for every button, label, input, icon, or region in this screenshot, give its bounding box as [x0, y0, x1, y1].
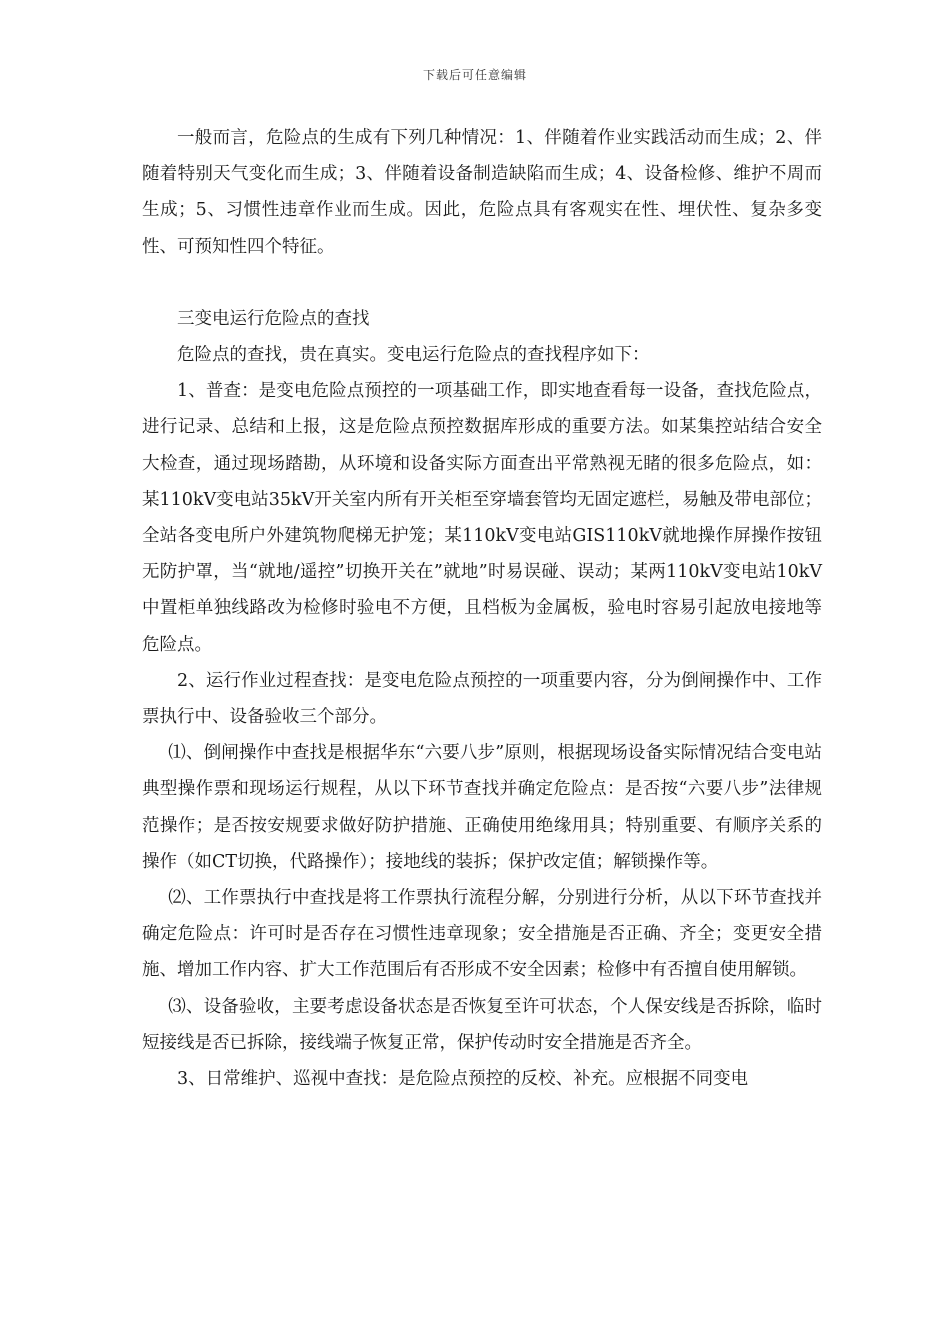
paragraph-hazard-generation: 一般而言，危险点的生成有下列几种情况：1、伴随着作业实践活动而生成；2、伴随着特别天气变化而生成；3、伴随着设备制造缺陷而生成；4、设备检修、维护不周而生成；5、习惯性违章作业而生成。因此，危险点具有客观实在性、埋伏性、复杂多变性、可预知性四个特征。 [142, 128, 822, 257]
paragraph-general-survey: 1、普查：是变电危险点预控的一项基础工作，即实地查看每一设备，查找危险点，进行记录、总结和上报，这是危险点预控数据库形成的重要方法。如某集控站结合安全大检查，通过现场踏勘，从环境和设备实际方面查出平常熟视无睹的很多危险点，如：某110kV变电站35kV开关室内所有开关柜至穿墙套管均无固定遮栏，易触及带电部位；全站各变电所户外建筑物爬梯无护笼；某110kV变电站GIS110kV就地操作屏操作按钮无防护罩，当“就地/遥控”切换开关在”就地”时易误碰、误动；某两110kV变电站10kV中置柜单独线路改为检修时验电不方便，且档板为金属板，验电时容易引起放电接地等危险点。 [142, 381, 822, 655]
header-note: 下载后可任意编辑 [422, 68, 527, 82]
paragraph-work-ticket: ⑵、工作票执行中查找是将工作票执行流程分解，分别进行分析，从以下环节查找并确定危险点：许可时是否存在习惯性违章现象；安全措施是否正确、齐全；变更安全措施、增加工作内容、扩大工作范围后有否形成不安全因素；检修中有否擅自使用解锁。 [142, 888, 822, 981]
paragraph-operation-process: 2、运行作业过程查找：是变电危险点预控的一项重要内容，分为倒闸操作中、工作票执行中、设备验收三个部分。 [142, 670, 822, 728]
paragraph-switching-operation: ⑴、倒闸操作中查找是根据华东“六要八步”原则，根据现场设备实际情况结合变电站典型操作票和现场运行规程，从以下环节查找并确定危险点：是否按“六要八步”法律规范操作；是否按安规要求做好防护措施、正确使用绝缘用具；特别重要、有顺序关系的操作（如CT切换，代路操作）；接地线的装拆；保护改定值；解锁操作等。 [142, 743, 822, 872]
paragraph-daily-maintenance: 3、日常维护、巡视中查找：是危险点预控的反校、补充。应根据不同变电 [177, 1069, 749, 1090]
paragraph-equipment-acceptance: ⑶、设备验收，主要考虑设备状态是否恢复至许可状态，个人保安线是否拆除，临时短接线是否已拆除，接线端子恢复正常，保护传动时安全措施是否齐全。 [142, 996, 822, 1053]
section-heading-hazard-search: 三变电运行危险点的查找 [177, 308, 370, 329]
paragraph-search-procedure: 危险点的查找，贵在真实。变电运行危险点的查找程序如下： [177, 345, 650, 366]
paragraph-gap [142, 265, 822, 301]
document-body [142, 120, 822, 1097]
